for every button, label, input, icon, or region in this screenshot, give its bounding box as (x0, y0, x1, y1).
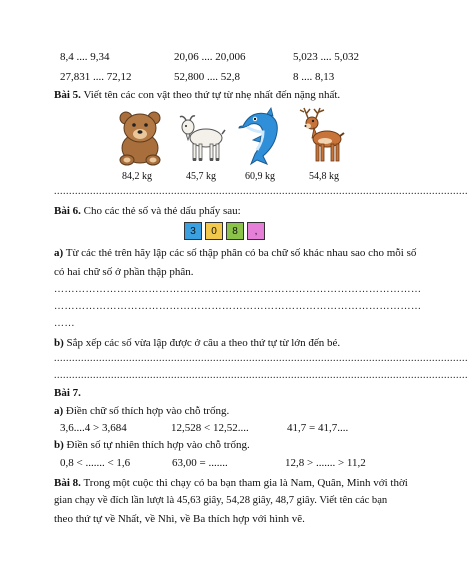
bai7-a-text: Điền chữ số thích hợp vào chỗ trống. (65, 405, 230, 417)
compare-item: 8,4 .... 9,34 (60, 51, 110, 63)
deer-illustration (296, 106, 346, 166)
bai7-a-label: a) (54, 405, 64, 417)
bai6-a-text: Từ các thẻ trên hãy lập các số thập phân có ba chữ số khác nhau sao cho mỗi số (65, 247, 417, 259)
fill-item: 63,00 = ....... (172, 457, 228, 469)
bai6-title: Bài 6. (54, 205, 81, 217)
compare-item: 5,023 .... 5,032 (293, 51, 359, 63)
bai8-line3: theo thứ tự về Nhất, về Nhì, về Ba thích hợp với hình vẽ. (54, 513, 305, 525)
bai5-heading (54, 88, 340, 102)
bai7-b-label: b) (54, 439, 64, 451)
bai8-title: Bài 8. (54, 477, 81, 489)
weight-dolphin: 60,9 kg (245, 171, 275, 182)
fill-item: 12,8 > ....... > 11,2 (285, 457, 366, 469)
compare-item: 27,831 .... 72,12 (60, 71, 132, 83)
bai7-b-text: Điền số tự nhiên thích hợp vào chỗ trống. (66, 439, 250, 451)
answer-line-short: …… (54, 318, 75, 329)
fill-item: 12,528 < 12,52.... (171, 422, 249, 434)
comma-card: , (247, 222, 265, 240)
bai5-title: Bài 5. (54, 89, 81, 101)
number-card: 0 (205, 222, 223, 240)
bai6-b-line (54, 336, 340, 350)
number-card: 3 (184, 222, 202, 240)
weight-bear: 84,2 kg (122, 171, 152, 182)
bai6-a-label: a) (54, 247, 64, 259)
compare-item: 52,800 .... 52,8 (174, 71, 240, 83)
bai8-line2: gian chạy về đích lần lượt là 45,63 giây, 54,28 giây, 48,7 giây. Viết tên các bạn (54, 495, 388, 506)
bai6-heading (54, 204, 241, 218)
bai8-line1 (54, 476, 408, 490)
fill-item: 0,8 < ....... < 1,6 (60, 457, 131, 469)
bai6-a-line2: có hai chữ số ở phần thập phân. (54, 266, 194, 278)
bear-illustration (115, 108, 165, 166)
bai5-text: Viết tên các con vật theo thứ tự từ nhẹ nhất đến nặng nhất. (83, 89, 341, 101)
dolphin-illustration (233, 106, 283, 166)
compare-item: 20,06 .... 20,006 (174, 51, 246, 63)
compare-item: 8 .... 8,13 (293, 71, 335, 83)
bai7-b-line (54, 438, 250, 452)
bai8-text1: Trong một cuộc thi chạy có ba bạn tham gia là Nam, Quân, Minh với thời (83, 477, 408, 489)
answer-line: …………………………………………………………………………………………… (54, 284, 422, 295)
answer-line: .......................................................................................................................................... (54, 353, 468, 364)
weight-goat: 45,7 kg (186, 171, 216, 182)
answer-line: .......................................................................................................................................... (54, 370, 468, 381)
bai6-a-line1 (54, 246, 416, 260)
number-card: 8 (226, 222, 244, 240)
fill-item: 41,7 = 41,7.... (287, 422, 349, 434)
bai6-b-text: Sắp xếp các số vừa lập được ở câu a theo thứ tự từ lớn đến bé. (66, 337, 341, 349)
answer-line: …………………………………………………………………………………………… (54, 301, 422, 312)
bai6-text: Cho các thẻ số và thẻ dấu phẩy sau: (83, 205, 241, 217)
weight-deer: 54,8 kg (309, 171, 339, 182)
answer-line: .......................................................................................................................................... (54, 186, 468, 197)
bai7-a-line (54, 404, 229, 418)
goat-illustration (178, 114, 226, 164)
bai7-title: Bài 7. (54, 387, 81, 399)
bai6-b-label: b) (54, 337, 64, 349)
fill-item: 3,6....4 > 3,684 (60, 422, 127, 434)
